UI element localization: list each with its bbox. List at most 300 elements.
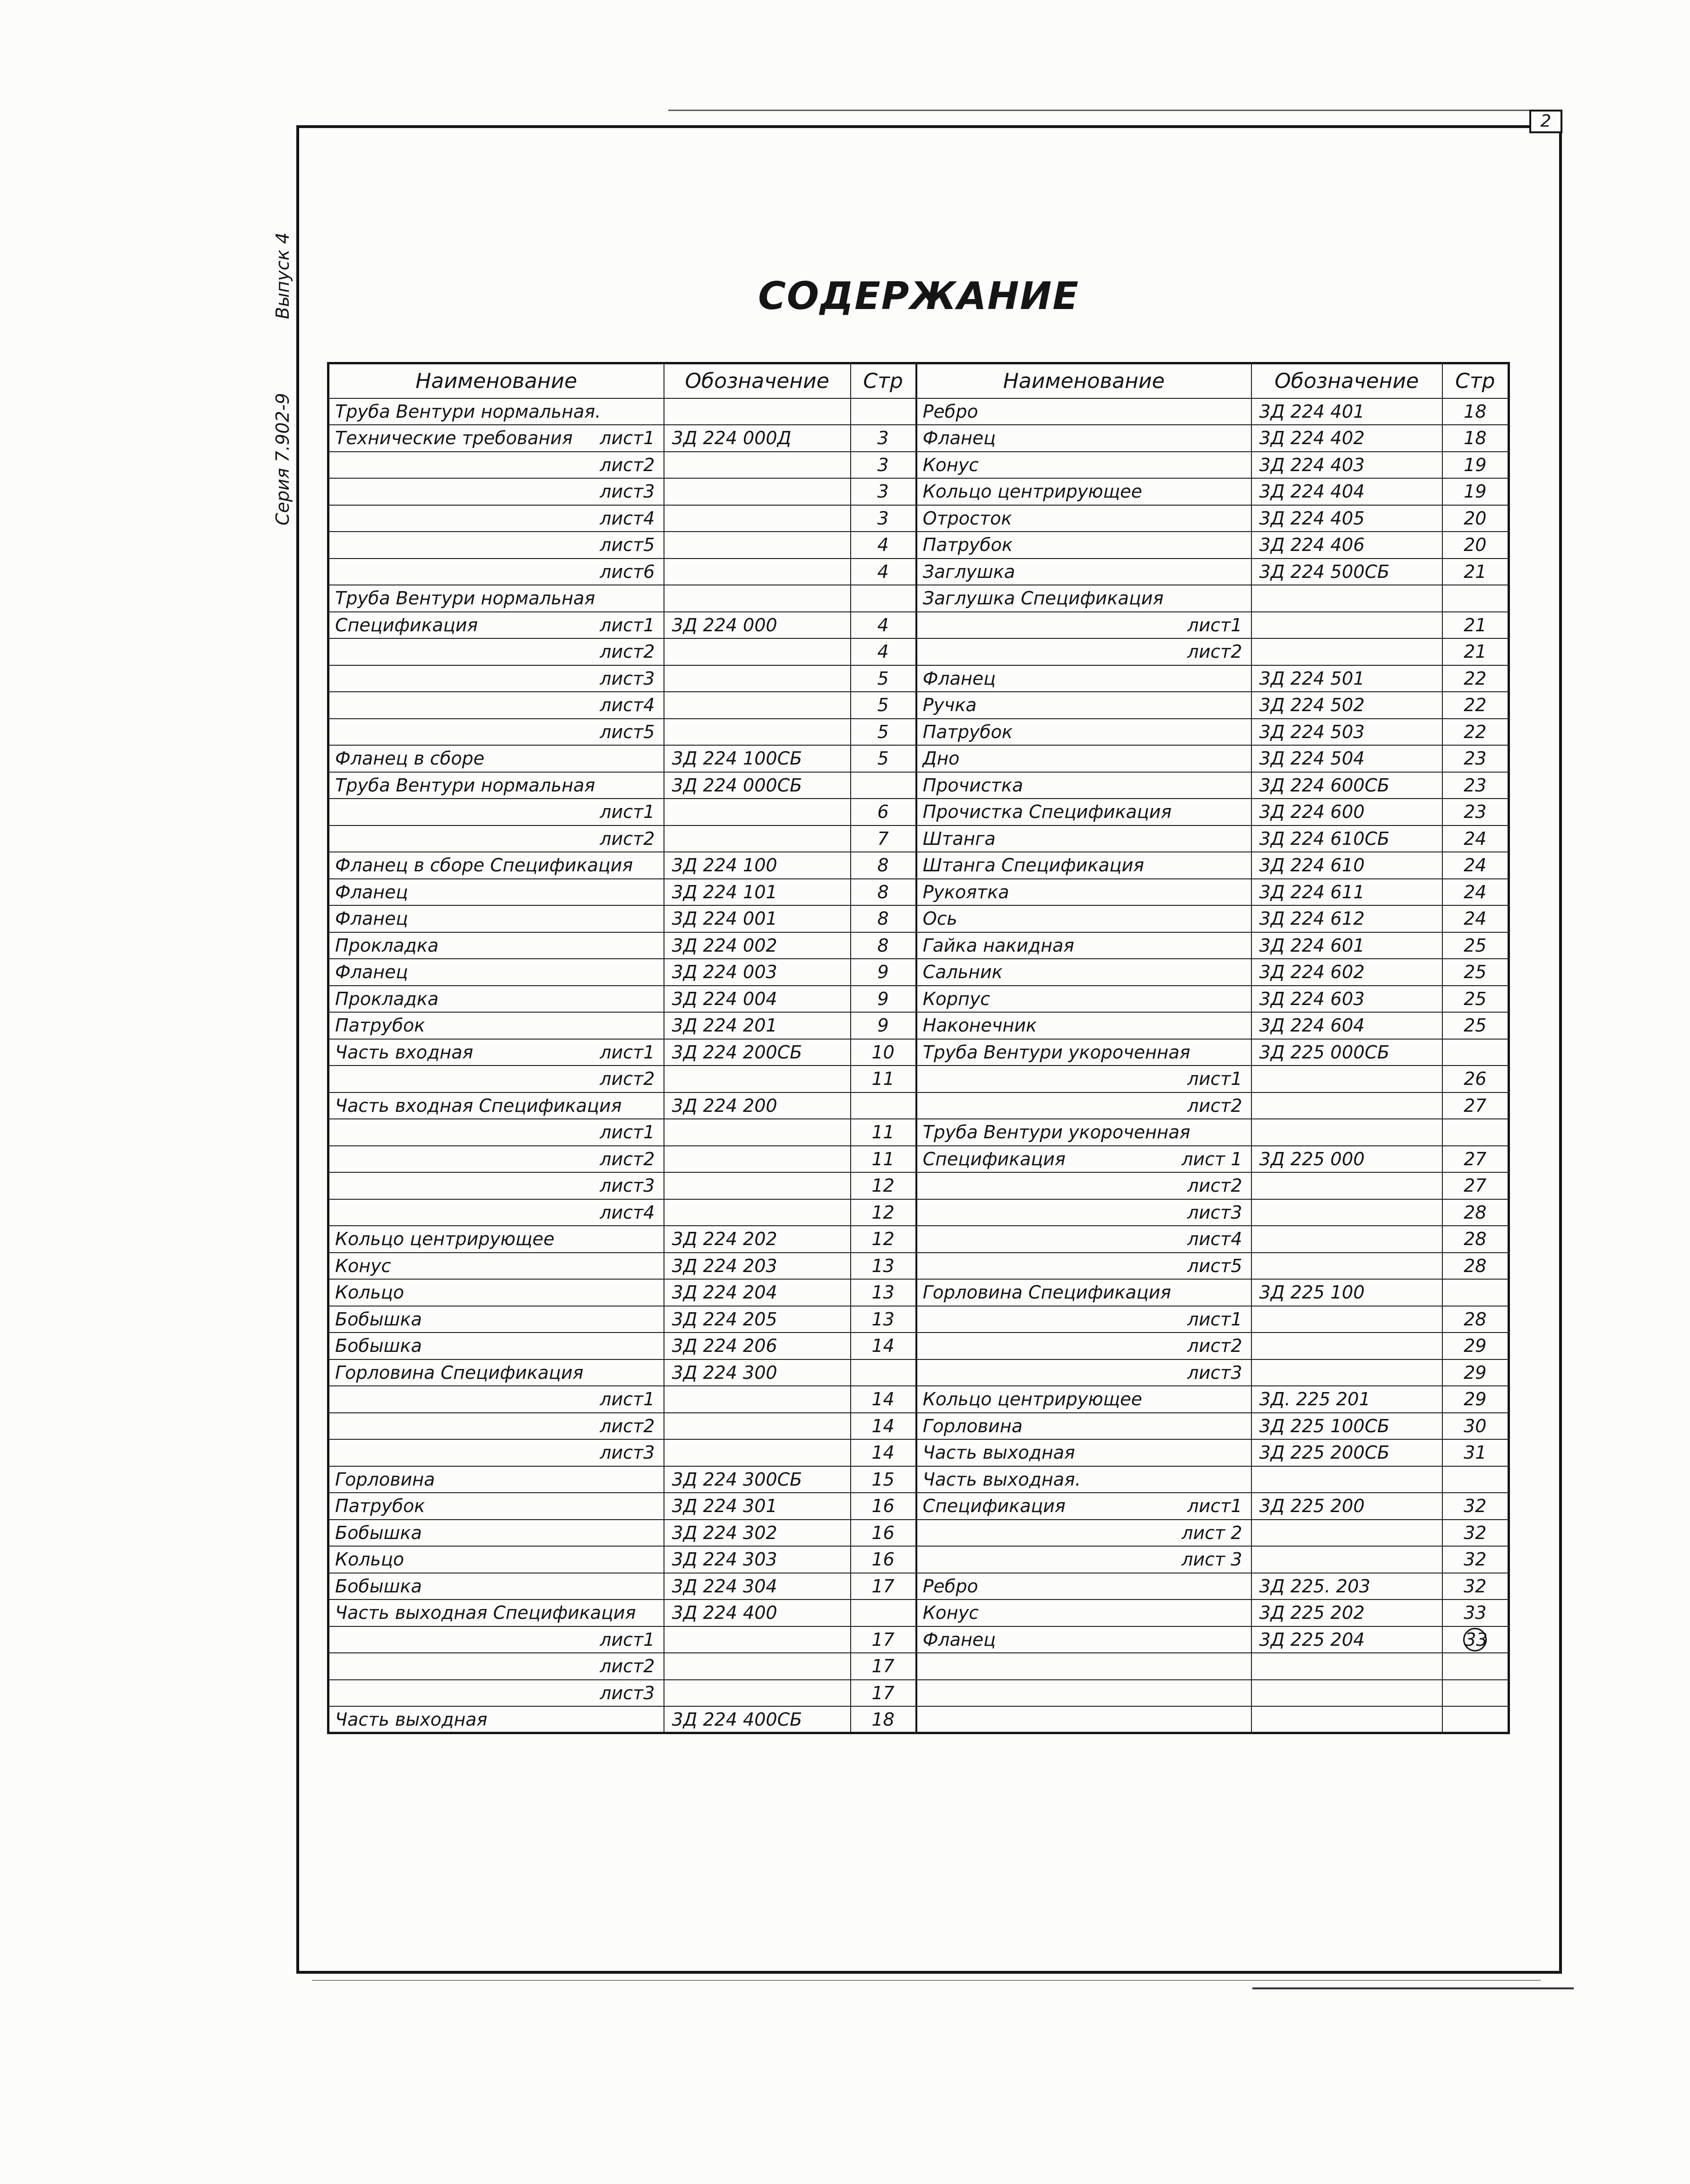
- right-code-cell: [1251, 1413, 1442, 1440]
- table-row: [328, 799, 1509, 825]
- left-name-cell: [328, 986, 664, 1013]
- right-name-cell: [916, 1386, 1251, 1413]
- left-page-cell: [851, 1066, 916, 1092]
- name-wrap: [335, 1577, 658, 1595]
- right-name-cell: [916, 745, 1251, 772]
- right-code-cell: [1251, 1253, 1442, 1280]
- right-name-cell: [916, 1466, 1251, 1493]
- name-wrap: [923, 670, 1245, 688]
- right-code-cell: [1251, 1706, 1442, 1733]
- right-name-cell: [916, 1146, 1251, 1173]
- left-name-cell: [328, 1012, 664, 1039]
- left-code-cell: [664, 1359, 851, 1386]
- left-code-cell: [664, 1520, 851, 1547]
- entry-page: 24: [1464, 908, 1487, 929]
- left-code-cell: [664, 1092, 851, 1119]
- left-name-cell: [328, 452, 664, 479]
- name-wrap: [335, 883, 658, 901]
- entry-sheet: лист2: [600, 828, 655, 849]
- left-page-cell: [851, 1573, 916, 1600]
- name-wrap: [335, 1070, 658, 1088]
- left-page-cell: [851, 1119, 916, 1146]
- entry-code: 3Д 224 502: [1259, 695, 1365, 716]
- entry-sheet: лист1: [1187, 614, 1242, 636]
- right-name-cell: [916, 799, 1251, 825]
- entry-page: 28: [1464, 1255, 1487, 1276]
- table-row: [328, 986, 1509, 1013]
- right-name-cell: [916, 478, 1251, 505]
- right-code-cell: [1251, 1439, 1442, 1466]
- name-wrap: [923, 990, 1245, 1008]
- right-code-cell: [1251, 1680, 1442, 1707]
- name-wrap: [923, 563, 1245, 581]
- entry-sheet: лист4: [600, 507, 655, 529]
- entry-name: Патрубок: [335, 1496, 425, 1517]
- entry-page: 4: [877, 641, 889, 662]
- header-page-left: Стр: [851, 363, 916, 398]
- entry-page: 3: [877, 454, 889, 475]
- entry-name: Часть выходная Спецификация: [335, 1602, 636, 1624]
- name-wrap: [335, 1604, 658, 1622]
- entry-code: 3Д 224 300: [672, 1362, 777, 1383]
- name-wrap: [335, 429, 658, 447]
- left-code-cell: [664, 1253, 851, 1280]
- left-name-cell: [328, 1413, 664, 1440]
- entry-name: Часть входная: [335, 1041, 474, 1063]
- entry-page: 12: [871, 1175, 895, 1196]
- entry-sheet: лист5: [600, 721, 655, 742]
- entry-page: 3: [877, 428, 889, 449]
- name-wrap: [335, 963, 658, 981]
- left-name-cell: [328, 959, 664, 986]
- entry-page: 32: [1464, 1549, 1487, 1570]
- bottom-rule-thin: [312, 1980, 1541, 1981]
- right-code-cell: [1251, 1386, 1442, 1413]
- table-row: [328, 1066, 1509, 1092]
- entry-page: 32: [1464, 1496, 1487, 1517]
- entry-code: 3Д 225 000СБ: [1259, 1041, 1390, 1063]
- left-page-cell: [851, 452, 916, 479]
- left-page-cell: [851, 1439, 916, 1466]
- entry-sheet: лист2: [1187, 1095, 1242, 1116]
- table-row: [328, 852, 1509, 879]
- entry-code: 3Д 224 001: [672, 908, 777, 929]
- left-code-cell: [664, 1493, 851, 1520]
- table-row: [328, 1493, 1509, 1520]
- table-row: [328, 1039, 1509, 1066]
- left-page-cell: [851, 1359, 916, 1386]
- name-wrap: [335, 509, 658, 527]
- left-page-cell: [851, 665, 916, 692]
- left-code-cell: [664, 452, 851, 479]
- entry-page: 9: [877, 988, 889, 1009]
- entry-page: 27: [1464, 1148, 1487, 1169]
- left-name-cell: [328, 612, 664, 639]
- right-page-cell: [1442, 505, 1509, 532]
- entry-page: 21: [1464, 641, 1487, 662]
- left-name-cell: [328, 1439, 664, 1466]
- entry-page: 17: [871, 1629, 895, 1650]
- right-name-cell: [916, 559, 1251, 585]
- entry-code: 3Д 224 204: [672, 1282, 777, 1303]
- right-code-cell: [1251, 1493, 1442, 1520]
- right-code-cell: [1251, 1573, 1442, 1600]
- entry-name: Горловина: [335, 1469, 435, 1490]
- name-wrap: [923, 1150, 1245, 1168]
- right-page-cell: [1442, 1359, 1509, 1386]
- entry-name: Кольцо: [335, 1282, 405, 1303]
- entry-name: Ось: [923, 908, 957, 929]
- right-code-cell: [1251, 986, 1442, 1013]
- right-page-cell: [1442, 1706, 1509, 1733]
- table-row: [328, 1119, 1509, 1146]
- name-wrap: [335, 670, 658, 688]
- right-code-cell: [1251, 852, 1442, 879]
- right-code-cell: [1251, 1653, 1442, 1680]
- table-row: [328, 1439, 1509, 1466]
- entry-page: 17: [871, 1575, 895, 1597]
- table-row: [328, 1359, 1509, 1386]
- entry-sheet: лист4: [600, 1202, 655, 1223]
- left-name-cell: [328, 1653, 664, 1680]
- left-name-cell: [328, 585, 664, 612]
- left-page-cell: [851, 692, 916, 719]
- entry-page: 14: [871, 1415, 895, 1436]
- entry-name: Спецификация: [923, 1148, 1066, 1169]
- entry-sheet: лист1: [600, 1389, 655, 1410]
- entry-page: 26: [1464, 1068, 1487, 1090]
- right-page-cell: [1442, 1253, 1509, 1280]
- name-wrap: [335, 1550, 658, 1568]
- entry-page: 13: [871, 1282, 895, 1303]
- name-wrap: [335, 643, 658, 661]
- entry-page: 4: [877, 561, 889, 582]
- table-row: [328, 665, 1509, 692]
- entry-name: Часть выходная: [923, 1442, 1075, 1463]
- name-wrap: [335, 1337, 658, 1355]
- name-wrap: [335, 403, 658, 421]
- entry-name: Бобышка: [335, 1522, 422, 1543]
- left-code-cell: [664, 825, 851, 852]
- name-wrap: [923, 1204, 1245, 1221]
- left-code-cell: [664, 986, 851, 1013]
- right-code-cell: [1251, 559, 1442, 585]
- entry-page: 24: [1464, 855, 1487, 876]
- left-name-cell: [328, 745, 664, 772]
- left-code-cell: [664, 1599, 851, 1626]
- entry-page: 18: [1464, 401, 1487, 422]
- left-page-cell: [851, 932, 916, 959]
- entry-name: Ручка: [923, 695, 977, 716]
- table-row: [328, 1333, 1509, 1359]
- bottom-rule: [1252, 1987, 1574, 1989]
- entry-code: 3Д 224 004: [672, 988, 777, 1009]
- left-page-cell: [851, 719, 916, 746]
- left-code-cell: [664, 1466, 851, 1493]
- entry-code: 3Д 224 400СБ: [672, 1709, 802, 1730]
- entry-page: 4: [877, 614, 889, 636]
- entry-name: Прочистка: [923, 774, 1023, 796]
- entry-sheet: лист1: [600, 1122, 655, 1143]
- table-row: [328, 478, 1509, 505]
- entry-name: Труба Вентури нормальная: [335, 774, 595, 796]
- entry-code: 3Д 224 200: [672, 1095, 777, 1116]
- entry-code: 3Д 224 205: [672, 1308, 777, 1330]
- left-page-cell: [851, 1626, 916, 1653]
- entry-name: Труба Вентури нормальная.: [335, 401, 601, 422]
- name-wrap: [923, 482, 1245, 500]
- name-wrap: [335, 696, 658, 714]
- right-page-cell: [1442, 1066, 1509, 1092]
- right-name-cell: [916, 1119, 1251, 1146]
- right-code-cell: [1251, 1279, 1442, 1306]
- name-wrap: [923, 1444, 1245, 1462]
- left-page-cell: [851, 425, 916, 452]
- name-wrap: [335, 1470, 658, 1488]
- name-wrap: [923, 1257, 1245, 1275]
- entry-page: 19: [1464, 481, 1487, 502]
- name-wrap: [335, 723, 658, 741]
- right-name-cell: [916, 1680, 1251, 1707]
- entry-name: Конус: [335, 1255, 391, 1276]
- left-page-cell: [851, 879, 916, 906]
- entry-page: 8: [877, 935, 889, 956]
- right-code-cell: [1251, 959, 1442, 986]
- entry-sheet: лист1: [600, 614, 655, 636]
- right-name-cell: [916, 1573, 1251, 1600]
- entry-page: 32: [1464, 1522, 1487, 1543]
- issue-label: Выпуск 4: [272, 232, 293, 319]
- left-code-cell: [664, 1172, 851, 1199]
- entry-code: 3Д 224 604: [1259, 1015, 1365, 1036]
- name-wrap: [335, 1390, 658, 1408]
- entry-sheet: лист3: [600, 1175, 655, 1196]
- entry-name: Труба Вентури нормальная: [335, 588, 595, 609]
- table-row: [328, 692, 1509, 719]
- left-name-cell: [328, 1573, 664, 1600]
- left-code-cell: [664, 959, 851, 986]
- entry-code: 3Д 224 405: [1259, 507, 1365, 529]
- entry-sheet: лист1: [1187, 1496, 1242, 1517]
- right-code-cell: [1251, 1520, 1442, 1547]
- right-page-cell: [1442, 559, 1509, 585]
- entry-code: 3Д 224 302: [672, 1522, 777, 1543]
- entry-name: Корпус: [923, 988, 991, 1009]
- right-page-cell: [1442, 612, 1509, 639]
- right-page-cell: [1442, 879, 1509, 906]
- table-row: [328, 638, 1509, 665]
- name-wrap: [923, 1230, 1245, 1248]
- header-name-left: Наименование: [328, 363, 664, 398]
- entry-code: 3Д 224 612: [1259, 908, 1365, 929]
- left-page-cell: [851, 1039, 916, 1066]
- name-wrap: [923, 1283, 1245, 1301]
- entry-code: 3Д 224 301: [672, 1496, 777, 1517]
- entry-page: 25: [1464, 1015, 1487, 1036]
- left-name-cell: [328, 1172, 664, 1199]
- right-code-cell: [1251, 478, 1442, 505]
- entry-page: 22: [1464, 721, 1487, 742]
- right-name-cell: [916, 1546, 1251, 1573]
- page-number: 2: [1540, 112, 1552, 131]
- right-name-cell: [916, 1199, 1251, 1226]
- right-name-cell: [916, 692, 1251, 719]
- right-page-cell: [1442, 1493, 1509, 1520]
- left-name-cell: [328, 638, 664, 665]
- left-page-cell: [851, 959, 916, 986]
- right-code-cell: [1251, 665, 1442, 692]
- entry-page: 8: [877, 855, 889, 876]
- right-name-cell: [916, 932, 1251, 959]
- table-row: [328, 505, 1509, 532]
- right-code-cell: [1251, 1599, 1442, 1626]
- entry-code: 3Д 224 300СБ: [672, 1469, 802, 1490]
- entry-page: 33: [1464, 1602, 1487, 1624]
- table-row: [328, 745, 1509, 772]
- right-page-cell: [1442, 932, 1509, 959]
- entry-sheet: лист2: [600, 1656, 655, 1677]
- entry-page: 27: [1464, 1095, 1487, 1116]
- left-code-cell: [664, 1653, 851, 1680]
- left-page-cell: [851, 1599, 916, 1626]
- name-wrap: [923, 1470, 1245, 1488]
- left-name-cell: [328, 772, 664, 799]
- entry-code: 3Д 224 504: [1259, 748, 1365, 769]
- right-page-cell: [1442, 772, 1509, 799]
- left-code-cell: [664, 1680, 851, 1707]
- left-page-cell: [851, 1333, 916, 1359]
- entry-name: Ребро: [923, 401, 978, 422]
- name-wrap: [923, 1070, 1245, 1088]
- left-code-cell: [664, 692, 851, 719]
- left-page-cell: [851, 1706, 916, 1733]
- right-page-cell: [1442, 852, 1509, 879]
- entry-sheet: лист1: [1187, 1068, 1242, 1090]
- left-code-cell: [664, 799, 851, 825]
- entry-sheet: лист2: [600, 1148, 655, 1169]
- entry-name: Прокладка: [335, 935, 439, 956]
- left-code-cell: [664, 1306, 851, 1333]
- entry-code: 3Д 224 206: [672, 1335, 777, 1357]
- right-page-cell: [1442, 799, 1509, 825]
- entry-code: 3Д 224 402: [1259, 428, 1365, 449]
- entry-name: Часть выходная.: [923, 1469, 1081, 1490]
- left-page-cell: [851, 1092, 916, 1119]
- left-page-cell: [851, 825, 916, 852]
- entry-code: 3Д 224 610: [1259, 855, 1365, 876]
- right-page-cell: [1442, 398, 1509, 425]
- entry-page: 14: [871, 1442, 895, 1463]
- left-name-cell: [328, 1599, 664, 1626]
- page-title: СОДЕРЖАНИЕ: [758, 274, 1079, 318]
- left-page-cell: [851, 1253, 916, 1280]
- right-page-cell: [1442, 1039, 1509, 1066]
- header-code-left: Обозначение: [664, 363, 851, 398]
- entry-page: 28: [1464, 1308, 1487, 1330]
- name-wrap: [335, 1283, 658, 1301]
- entry-sheet: лист1: [1187, 1308, 1242, 1330]
- left-code-cell: [664, 772, 851, 799]
- entry-sheet: лист1: [600, 1041, 655, 1063]
- entry-name: Кольцо центрирующее: [923, 481, 1142, 502]
- left-page-cell: [851, 1306, 916, 1333]
- left-code-cell: [664, 505, 851, 532]
- entry-sheet: лист2: [600, 641, 655, 662]
- entry-code: 3Д 224 601: [1259, 935, 1365, 956]
- left-page-cell: [851, 638, 916, 665]
- right-page-cell: [1442, 1306, 1509, 1333]
- right-name-cell: [916, 452, 1251, 479]
- left-name-cell: [328, 799, 664, 825]
- right-page-cell: [1442, 986, 1509, 1013]
- right-page-cell: [1442, 1599, 1509, 1626]
- name-wrap: [335, 589, 658, 607]
- name-wrap: [923, 883, 1245, 901]
- name-wrap: [923, 1631, 1245, 1649]
- right-page-cell: [1442, 1386, 1509, 1413]
- header-name-right: Наименование: [916, 363, 1251, 398]
- left-name-cell: [328, 398, 664, 425]
- right-page-cell: [1442, 1279, 1509, 1306]
- right-name-cell: [916, 1626, 1251, 1653]
- name-wrap: [335, 803, 658, 821]
- name-wrap: [335, 1497, 658, 1515]
- entry-name: Дно: [923, 748, 960, 769]
- entry-page: 17: [871, 1682, 895, 1703]
- right-code-cell: [1251, 638, 1442, 665]
- name-wrap: [335, 482, 658, 500]
- right-name-cell: [916, 425, 1251, 452]
- entry-name: Горловина Спецификация: [335, 1362, 584, 1383]
- entry-name: Сальник: [923, 962, 1003, 983]
- left-code-cell: [664, 1439, 851, 1466]
- entry-name: Заглушка Спецификация: [923, 588, 1164, 609]
- entry-page: 20: [1464, 534, 1487, 556]
- left-name-cell: [328, 1226, 664, 1253]
- entry-code: 3Д 224 202: [672, 1229, 777, 1250]
- left-code-cell: [664, 1573, 851, 1600]
- right-code-cell: [1251, 532, 1442, 559]
- entry-page: 6: [877, 801, 889, 823]
- right-code-cell: [1251, 505, 1442, 532]
- entry-page: 25: [1464, 988, 1487, 1009]
- right-name-cell: [916, 1253, 1251, 1280]
- entry-sheet: лист3: [600, 1442, 655, 1463]
- left-code-cell: [664, 1039, 851, 1066]
- left-page-cell: [851, 532, 916, 559]
- left-name-cell: [328, 559, 664, 585]
- left-name-cell: [328, 1199, 664, 1226]
- right-name-cell: [916, 1333, 1251, 1359]
- entry-page: 23: [1464, 748, 1487, 769]
- table-row: [328, 1279, 1509, 1306]
- left-code-cell: [664, 1066, 851, 1092]
- entry-page: 32: [1464, 1575, 1487, 1597]
- table-row: [328, 1253, 1509, 1280]
- entry-name: Отросток: [923, 507, 1012, 529]
- right-code-cell: [1251, 1039, 1442, 1066]
- left-page-cell: [851, 612, 916, 639]
- left-name-cell: [328, 692, 664, 719]
- left-page-cell: [851, 1386, 916, 1413]
- table-row: [328, 1573, 1509, 1600]
- entry-name: Горловина Спецификация: [923, 1282, 1172, 1303]
- left-name-cell: [328, 1039, 664, 1066]
- right-page-cell: [1442, 638, 1509, 665]
- right-name-cell: [916, 612, 1251, 639]
- entry-sheet: лист2: [600, 454, 655, 475]
- name-wrap: [923, 1577, 1245, 1595]
